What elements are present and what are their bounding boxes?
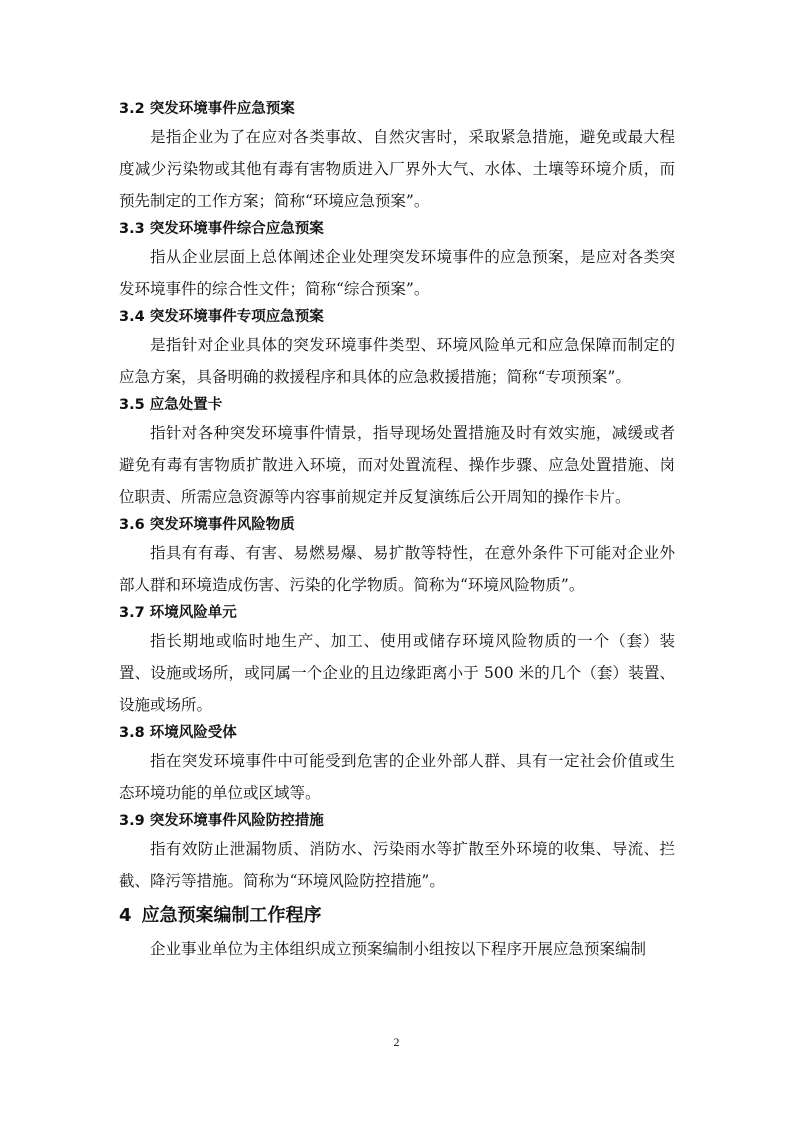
section-body: 指从企业层面上总体阐述企业处理突发环境事件的应急预案，是应对各类突发环境事件的综合性文件；简称“综合预案”。	[119, 248, 675, 298]
section-title: 3.2 突发环境事件应急预案	[119, 101, 295, 117]
chapter-number: 4	[119, 905, 132, 926]
section-3-6	[119, 513, 675, 601]
chapter-4	[119, 901, 675, 965]
section-title: 3.9 突发环境事件风险防控措施	[119, 813, 324, 829]
section-3-3	[119, 217, 675, 305]
section-3-8	[119, 721, 675, 809]
section-3-2	[119, 97, 675, 217]
chapter-heading	[119, 901, 675, 931]
page-content	[119, 97, 675, 965]
section-title: 3.4 突发环境事件专项应急预案	[119, 309, 324, 325]
section-title: 3.7 环境风险单元	[119, 605, 237, 621]
section-body: 指针对各种突发环境事件情景，指导现场处置措施及时有效实施，减缓或者避免有毒有害物质扩散进入环境，而对处置流程、操作步骤、应急处置措施、岗位职责、所需应急资源等内容事前规定并反复演练后公开周知的操作卡片。	[119, 424, 675, 506]
section-title: 3.5 应急处置卡	[119, 397, 223, 413]
section-3-7	[119, 601, 675, 721]
section-body: 指在突发环境事件中可能受到危害的企业外部人群、具有一定社会价值或生态环境功能的单位或区域等。	[119, 752, 675, 802]
section-body: 是指针对企业具体的突发环境事件类型、环境风险单元和应急保障而制定的应急方案，具备明确的救援程序和具体的应急救援措施；简称“专项预案”。	[119, 336, 675, 386]
chapter-title: 应急预案编制工作程序	[141, 905, 322, 926]
section-body: 指具有有毒、有害、易燃易爆、易扩散等特性，在意外条件下可能对企业外部人群和环境造成伤害、污染的化学物质。简称为“环境风险物质”。	[119, 544, 675, 594]
page-number: 2	[393, 1035, 400, 1049]
chapter-body: 企业事业单位为主体组织成立预案编制小组按以下程序开展应急预案编制	[150, 940, 647, 958]
section-3-5	[119, 393, 675, 513]
section-body: 指有效防止泄漏物质、消防水、污染雨水等扩散至外环境的收集、导流、拦截、降污等措施。简称为“环境风险防控措施”。	[119, 840, 675, 890]
section-body: 指长期地或临时地生产、加工、使用或储存环境风险物质的一个（套）装置、设施或场所，或同属一个企业的且边缘距离小于 500 米的几个（套）装置、设施或场所。	[119, 632, 675, 714]
section-title: 3.6 突发环境事件风险物质	[119, 517, 295, 533]
section-3-4	[119, 305, 675, 393]
section-3-9	[119, 809, 675, 897]
section-title: 3.8 环境风险受体	[119, 725, 237, 741]
section-title: 3.3 突发环境事件综合应急预案	[119, 221, 324, 237]
section-body: 是指企业为了在应对各类事故、自然灾害时，采取紧急措施，避免或最大程度减少污染物或其他有毒有害物质进入厂界外大气、水体、土壤等环境介质，而预先制定的工作方案；简称“环境应急预案”。	[119, 128, 675, 210]
